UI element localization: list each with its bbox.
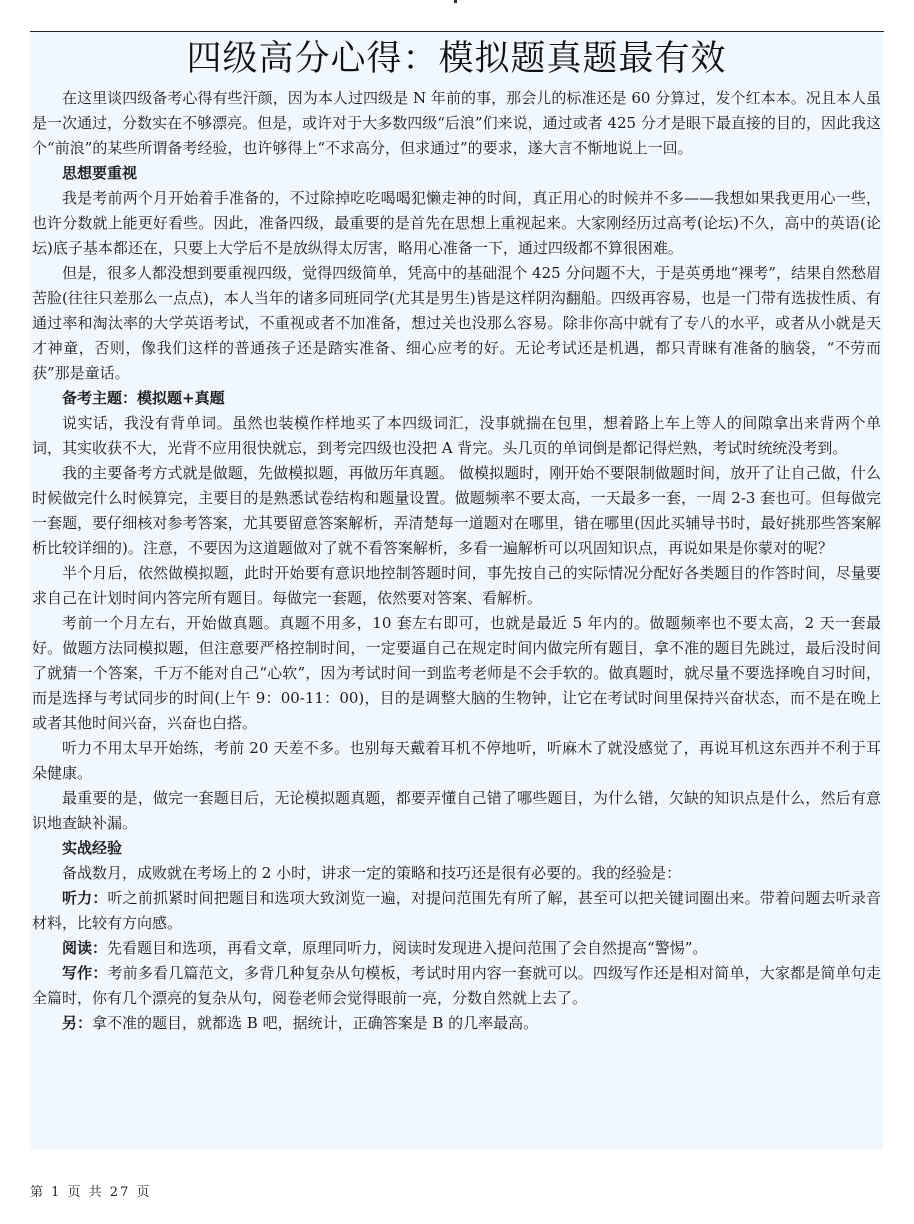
page-number: 第 1 页 共 27 页	[30, 1185, 152, 1200]
section-heading: 备考主题：模拟题+真题	[62, 389, 225, 407]
paragraph-label: 另：	[62, 1014, 93, 1032]
labeled-paragraph	[32, 886, 881, 936]
labeled-paragraph	[32, 1011, 881, 1036]
section-heading: 实战经验	[62, 839, 123, 857]
paragraph-label: 写作：	[62, 964, 108, 982]
paragraph: 但是，很多人都没想到要重视四级，觉得四级简单，凭高中的基础混个 425 分问题不大，于是英勇地“裸考”，结果自然愁眉苦脸(往往只差那么一点点)，本人当年的诸多同班同学(尤其是男生)皆是这样阴沟翻船。四级再容易，也是一门带有选拔性质、有通过率和淘汰率的大学英语考试，不重视或者不加准备，想过关也没那么容易。除非你高中就有了专八的水平，或者从小就是天才神童，否则，像我们这样的普通孩子还是踏实准备、细心应考的好。无论考试还是机遇，都只青睐有准备的脑袋，“不劳而获”那是童话。	[32, 264, 881, 382]
paragraph: 考前一个月左右，开始做真题。真题不用多，10 套左右即可，也就是最近 5 年内的。做题频率也不要太高，2 天一套最好。做题方法同模拟题，但注意要严格控制时间，一定要逼自己在规定时间内做完所有题目，拿不准的题目先跳过，最后没时间了就猜一个答案，千万不能对自己“心软”，因为考试时间一到监考老师是不会手软的。做真题时，就尽量不要选择晚自习时间，而是选择与考试同步的时间(上午 9：00-11：00)，目的是调整大脑的生物钟，让它在考试时间里保持兴奋状态，而不是在晚上或者其他时间兴奋，兴奋也白搭。	[32, 614, 881, 732]
paragraph: 最重要的是，做完一套题目后，无论模拟题真题，都要弄懂自己错了哪些题目，为什么错，欠缺的知识点是什么，然后有意识地查缺补漏。	[32, 789, 881, 832]
paragraph: 我的主要备考方式就是做题，先做模拟题，再做历年真题。 做模拟题时，刚开始不要限制做题时间，放开了让自己做，什么时候做完什么时候算完，主要目的是熟悉试卷结构和题量设置。做题频率不要太高，一天最多一套，一周 2-3 套也可。但每做完一套题，要仔细核对参考答案，尤其要留意答案解析，弄清楚每一道题对在哪里，错在哪里(因此买辅导书时，最好挑那些答案解析比较详细的)。注意，不要因为这道题做对了就不看答案解析，多看一遍解析可以巩固知识点，再说如果是你蒙对的呢？	[32, 464, 881, 557]
paragraph: 在这里谈四级备考心得有些汗颜，因为本人过四级是 N 年前的事，那会儿的标准还是 60 分算过，发个红本本。况且本人虽是一次通过，分数实在不够漂亮。但是，或许对于大多数四级“后浪”们来说，通过或者 425 分才是眼下最直接的目的，因此我这个“前浪”的某些所谓备考经验，也许够得上“不求高分，但求通过”的要求，遂大言不惭地说上一回。	[32, 89, 881, 157]
paragraph-body: 先看题目和选项，再看文章，原理同听力，阅读时发现进入提问范围了会自然提高“警惕”。	[107, 939, 708, 957]
article-title: 四级高分心得：模拟题真题最有效	[186, 39, 727, 79]
article	[30, 32, 883, 1150]
paragraph: 听力不用太早开始练，考前 20 天差不多。也别每天戴着耳机不停地听，听麻木了就没感觉了，再说耳机这东西并不利于耳朵健康。	[32, 739, 881, 782]
top-mark	[454, 0, 457, 3]
paragraph: 半个月后，依然做模拟题，此时开始要有意识地控制答题时间，事先按自己的实际情况分配好各类题目的作答时间，尽量要求自己在计划时间内答完所有题目。每做完一套题，依然要对答案、看解析。	[32, 564, 881, 607]
section-heading: 思想要重视	[62, 164, 138, 182]
paragraph-body: 考前多看几篇范文，多背几种复杂从句模板，考试时用内容一套就可以。四级写作还是相对简单，大家都是简单句走全篇时，你有几个漂亮的复杂从句，阅卷老师会觉得眼前一亮，分数自然就上去了。	[32, 964, 881, 1007]
paragraph-body: 拿不准的题目，就都选 B 吧，据统计，正确答案是 B 的几率最高。	[92, 1014, 539, 1032]
labeled-paragraph	[32, 961, 881, 1011]
paragraph-label: 阅读：	[62, 939, 108, 957]
paragraph: 说实话，我没有背单词。虽然也装模作样地买了本四级词汇，没事就揣在包里，想着路上车上等人的间隙拿出来背两个单词，其实收获不大，光背不应用很快就忘，到考完四级也没把 A 背完。头几页的单词倒是都记得烂熟，考试时统统没考到。	[32, 414, 881, 457]
paragraph: 我是考前两个月开始着手准备的，不过除掉吃吃喝喝犯懒走神的时间，真正用心的时候并不多——我想如果我更用心一些，也许分数就上能更好看些。因此，准备四级，最重要的是首先在思想上重视起来。大家刚经历过高考(论坛)不久，高中的英语(论坛)底子基本都还在，只要上大学后不是放纵得太厉害，略用心准备一下，通过四级都不算很困难。	[32, 189, 881, 257]
paragraph: 备战数月，成败就在考场上的 2 小时，讲求一定的策略和技巧还是很有必要的。我的经验是：	[62, 864, 682, 882]
paragraph-label: 听力：	[62, 889, 108, 907]
labeled-paragraph	[32, 936, 881, 961]
paragraph-body: 听之前抓紧时间把题目和选项大致浏览一遍，对提问范围先有所了解，甚至可以把关键词圈出来。带着问题去听录音材料，比较有方向感。	[32, 889, 881, 932]
